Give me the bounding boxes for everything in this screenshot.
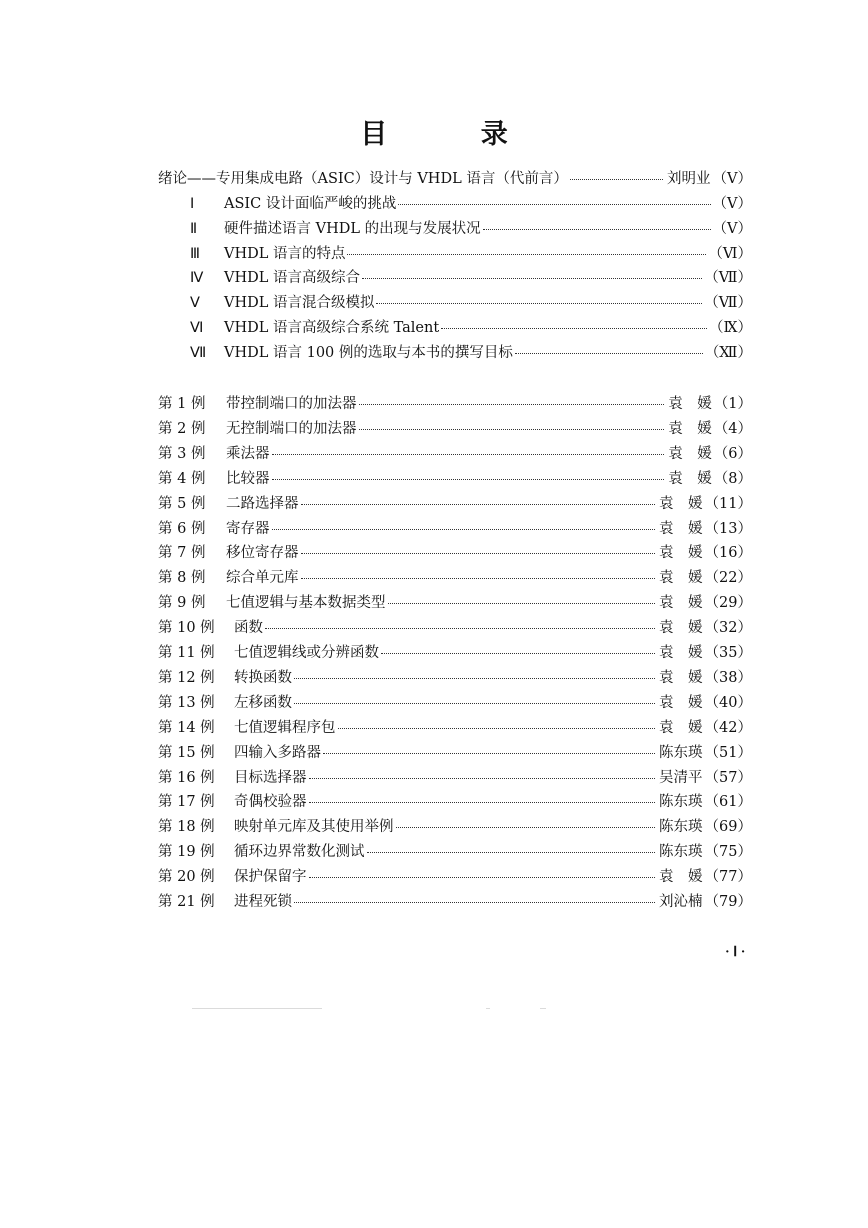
entry-author: 吴清平 bbox=[659, 769, 703, 786]
toc-entry-example[interactable] bbox=[158, 618, 752, 638]
entry-label: 七值逻辑程序包 bbox=[234, 719, 336, 736]
dot-leader bbox=[309, 876, 656, 878]
toc-entry-example[interactable] bbox=[158, 768, 752, 788]
entry-label: 四输入多路器 bbox=[234, 744, 321, 761]
entry-label: 带控制端口的加法器 bbox=[226, 396, 357, 412]
entry-number: Ⅲ bbox=[190, 245, 200, 262]
entry-page: （69） bbox=[704, 819, 752, 836]
entry-page: （13） bbox=[704, 520, 752, 537]
entry-label: 转换函数 bbox=[234, 669, 292, 686]
entry-page: （22） bbox=[704, 570, 752, 587]
entry-number: 第 21 例 bbox=[158, 894, 215, 910]
scan-artifact bbox=[486, 1008, 490, 1009]
entry-number: Ⅵ bbox=[190, 320, 204, 336]
entry-number: 第 20 例 bbox=[158, 869, 215, 886]
toc-entry-example[interactable] bbox=[158, 543, 752, 563]
dot-leader bbox=[272, 453, 665, 455]
entry-page: （42） bbox=[704, 719, 752, 736]
dot-leader bbox=[398, 203, 710, 205]
entry-author: 袁 媛 bbox=[659, 595, 703, 612]
entry-number: 第 17 例 bbox=[158, 794, 215, 811]
toc-entry-example[interactable] bbox=[158, 867, 752, 887]
entry-author: 刘明业 bbox=[667, 171, 711, 187]
entry-label: 乘法器 bbox=[226, 445, 270, 462]
scan-artifact bbox=[192, 1008, 322, 1009]
entry-author: 袁 媛 bbox=[659, 645, 703, 661]
entry-number: 第 4 例 bbox=[158, 470, 206, 487]
entry-author: 陈东瑛 bbox=[659, 744, 703, 761]
entry-number: Ⅴ bbox=[190, 295, 200, 312]
entry-author: 袁 媛 bbox=[668, 420, 712, 437]
entry-number: 第 2 例 bbox=[158, 420, 206, 437]
entry-number: 第 8 例 bbox=[158, 570, 206, 587]
entry-label: 绪论——专用集成电路（ASIC）设计与 VHDL 语言（代前言） bbox=[158, 171, 568, 187]
toc-entry-example[interactable] bbox=[158, 419, 752, 439]
entry-page: （79） bbox=[704, 894, 752, 910]
page-title: 目 录 bbox=[360, 119, 550, 150]
toc-entry-example[interactable] bbox=[158, 643, 752, 663]
toc-entry-example[interactable] bbox=[158, 792, 752, 812]
entry-author: 袁 媛 bbox=[659, 545, 703, 562]
entry-author: 袁 媛 bbox=[659, 520, 703, 537]
entry-page: （1） bbox=[713, 396, 752, 412]
entry-page: （Ⅶ） bbox=[704, 295, 752, 312]
toc-entry-intro-item[interactable] bbox=[190, 219, 752, 239]
toc-entry-example[interactable] bbox=[158, 892, 752, 912]
entry-page: （61） bbox=[704, 794, 752, 811]
entry-author: 陈东瑛 bbox=[659, 794, 703, 811]
toc-entry-intro-item[interactable] bbox=[190, 244, 752, 264]
entry-label: 寄存器 bbox=[226, 520, 270, 537]
entry-author: 袁 媛 bbox=[659, 495, 703, 512]
entry-page: （Ⅴ） bbox=[712, 220, 752, 237]
entry-page: （4） bbox=[713, 420, 752, 437]
dot-leader bbox=[515, 352, 703, 354]
entry-number: 第 15 例 bbox=[158, 744, 215, 761]
entry-label: 映射单元库及其使用举例 bbox=[234, 819, 394, 836]
toc-entry-example[interactable] bbox=[158, 668, 752, 688]
dot-leader bbox=[294, 677, 655, 679]
entry-page: （35） bbox=[704, 645, 752, 661]
entry-number: Ⅳ bbox=[190, 270, 204, 287]
toc-entry-intro-item[interactable] bbox=[190, 268, 752, 288]
toc-entry-intro-item[interactable] bbox=[190, 194, 752, 214]
entry-author: 袁 媛 bbox=[659, 719, 703, 736]
entry-page: （32） bbox=[704, 620, 752, 637]
entry-label: 循环边界常数化测试 bbox=[234, 844, 365, 861]
entry-author: 刘沁楠 bbox=[659, 894, 703, 910]
toc-entry-example[interactable] bbox=[158, 842, 752, 862]
entry-label: 比较器 bbox=[226, 470, 270, 487]
entry-label: 左移函数 bbox=[234, 694, 292, 711]
entry-number: 第 10 例 bbox=[158, 620, 215, 637]
entry-label: 硬件描述语言 VHDL 的出现与发展状况 bbox=[224, 220, 481, 237]
dot-leader bbox=[309, 777, 656, 779]
dot-leader bbox=[272, 528, 656, 530]
entry-number: 第 14 例 bbox=[158, 719, 215, 736]
dot-leader bbox=[359, 403, 665, 405]
entry-number: Ⅰ bbox=[190, 196, 195, 212]
entry-author: 袁 媛 bbox=[668, 445, 712, 462]
entry-page: （8） bbox=[713, 470, 752, 487]
dot-leader bbox=[309, 801, 656, 803]
dot-leader bbox=[381, 652, 655, 654]
dot-leader bbox=[362, 277, 702, 279]
dot-leader bbox=[367, 851, 656, 853]
dot-leader bbox=[338, 727, 656, 729]
dot-leader bbox=[301, 503, 656, 505]
dot-leader bbox=[570, 178, 663, 180]
entry-label: 函数 bbox=[234, 620, 263, 637]
entry-page: （16） bbox=[704, 545, 752, 562]
toc-entry-example[interactable] bbox=[158, 718, 752, 738]
dot-leader bbox=[441, 327, 707, 329]
dot-leader bbox=[396, 826, 656, 828]
dot-leader bbox=[301, 577, 656, 579]
entry-label: 七值逻辑与基本数据类型 bbox=[226, 595, 386, 612]
dot-leader bbox=[376, 302, 702, 304]
entry-number: 第 18 例 bbox=[158, 819, 215, 836]
scan-artifact bbox=[540, 1008, 546, 1009]
entry-label: VHDL 语言高级综合系统 Talent bbox=[224, 320, 440, 336]
entry-author: 袁 媛 bbox=[659, 869, 703, 886]
entry-number: Ⅶ bbox=[190, 344, 207, 361]
entry-page: （6） bbox=[713, 445, 752, 462]
entry-author: 陈东瑛 bbox=[659, 844, 703, 861]
entry-number: 第 12 例 bbox=[158, 669, 215, 686]
entry-label: VHDL 语言 100 例的选取与本书的撰写目标 bbox=[224, 344, 513, 361]
entry-page: （Ⅴ） bbox=[712, 196, 752, 212]
toc-entry-example[interactable] bbox=[158, 519, 752, 539]
entry-number: 第 11 例 bbox=[158, 645, 215, 661]
toc-entry-example[interactable] bbox=[158, 593, 752, 613]
entry-author: 袁 媛 bbox=[668, 396, 712, 412]
dot-leader bbox=[294, 901, 655, 903]
entry-label: VHDL 语言混合级模拟 bbox=[224, 295, 375, 312]
dot-leader bbox=[359, 428, 665, 430]
entry-page: （75） bbox=[704, 844, 752, 861]
dot-leader bbox=[294, 702, 655, 704]
entry-label: 七值逻辑线或分辨函数 bbox=[234, 645, 379, 661]
entry-number: 第 7 例 bbox=[158, 545, 206, 562]
entry-number: 第 3 例 bbox=[158, 445, 206, 462]
toc-entry-example[interactable] bbox=[158, 693, 752, 713]
toc-entry-example[interactable] bbox=[158, 568, 752, 588]
toc-entry-intro-item[interactable] bbox=[190, 318, 752, 338]
dot-leader bbox=[323, 752, 655, 754]
entry-number: 第 5 例 bbox=[158, 495, 206, 512]
entry-page: （Ⅶ） bbox=[704, 270, 752, 287]
entry-label: 目标选择器 bbox=[234, 769, 307, 786]
entry-page: （77） bbox=[704, 869, 752, 886]
entry-page: （Ⅵ） bbox=[708, 245, 752, 262]
entry-page: （11） bbox=[704, 495, 752, 512]
entry-author: 袁 媛 bbox=[659, 669, 703, 686]
entry-label: VHDL 语言的特点 bbox=[224, 245, 346, 262]
entry-label: 无控制端口的加法器 bbox=[226, 420, 357, 437]
toc-entry-example[interactable] bbox=[158, 743, 752, 763]
entry-label: 综合单元库 bbox=[226, 570, 299, 587]
toc-entry-example[interactable] bbox=[158, 444, 752, 464]
entry-author: 袁 媛 bbox=[659, 620, 703, 637]
toc-entry-example[interactable] bbox=[158, 817, 752, 837]
entry-number: Ⅱ bbox=[190, 220, 198, 237]
entry-number: 第 19 例 bbox=[158, 844, 215, 861]
entry-page: （38） bbox=[704, 669, 752, 686]
toc-entry-example[interactable] bbox=[158, 494, 752, 514]
entry-page: （Ⅻ） bbox=[704, 344, 752, 361]
entry-label: ASIC 设计面临严峻的挑战 bbox=[224, 196, 397, 212]
entry-number: 第 16 例 bbox=[158, 769, 215, 786]
entry-label: 奇偶校验器 bbox=[234, 794, 307, 811]
entry-number: 第 6 例 bbox=[158, 520, 206, 537]
entry-number: 第 9 例 bbox=[158, 595, 206, 612]
page-folio: · Ⅰ · bbox=[725, 945, 746, 960]
entry-label: VHDL 语言高级综合 bbox=[224, 270, 360, 287]
dot-leader bbox=[347, 253, 706, 255]
entry-page: （57） bbox=[704, 769, 752, 786]
dot-leader bbox=[265, 627, 655, 629]
toc-entry-example[interactable] bbox=[158, 469, 752, 489]
entry-label: 移位寄存器 bbox=[226, 545, 299, 562]
entry-page: （Ⅸ） bbox=[709, 320, 752, 336]
entry-author: 袁 媛 bbox=[659, 694, 703, 711]
entry-label: 进程死锁 bbox=[234, 894, 292, 910]
toc-entry-intro[interactable] bbox=[158, 169, 752, 189]
toc-entry-intro-item[interactable] bbox=[190, 293, 752, 313]
entry-page: （51） bbox=[704, 744, 752, 761]
toc-entry-example[interactable] bbox=[158, 394, 752, 414]
dot-leader bbox=[388, 602, 656, 604]
entry-number: 第 13 例 bbox=[158, 694, 215, 711]
dot-leader bbox=[272, 478, 665, 480]
entry-page: （Ⅴ） bbox=[712, 171, 752, 187]
dot-leader bbox=[483, 228, 711, 230]
entry-author: 袁 媛 bbox=[659, 570, 703, 587]
dot-leader bbox=[301, 552, 656, 554]
toc-entry-intro-item[interactable] bbox=[190, 343, 752, 363]
entry-label: 二路选择器 bbox=[226, 495, 299, 512]
entry-author: 袁 媛 bbox=[668, 470, 712, 487]
entry-page: （29） bbox=[704, 595, 752, 612]
entry-label: 保护保留字 bbox=[234, 869, 307, 886]
entry-author: 陈东瑛 bbox=[659, 819, 703, 836]
entry-number: 第 1 例 bbox=[158, 396, 206, 412]
entry-page: （40） bbox=[704, 694, 752, 711]
